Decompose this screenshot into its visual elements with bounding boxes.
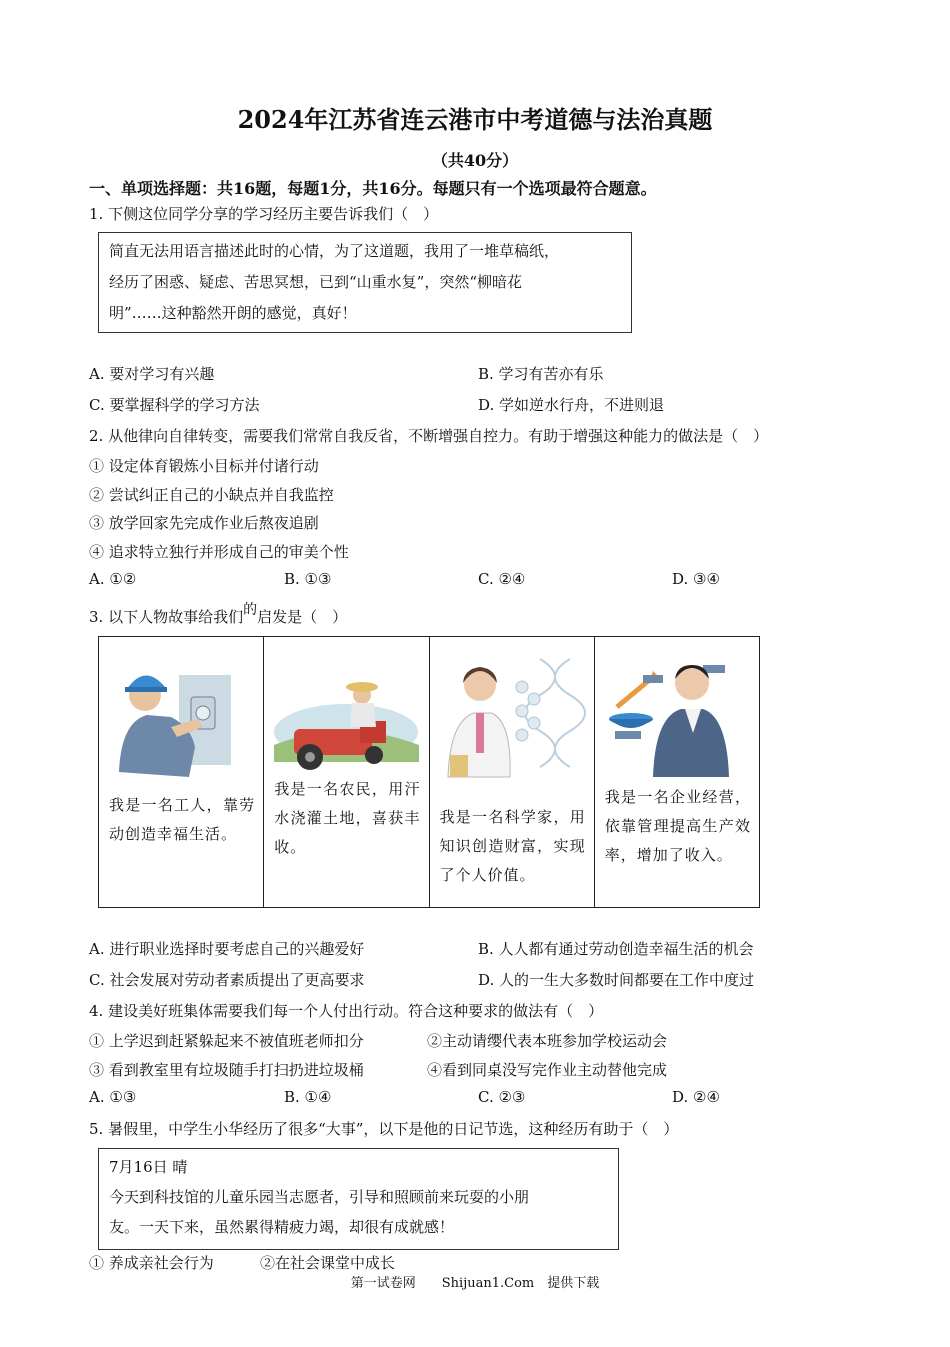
q2-option-a: A. ①②: [89, 570, 137, 588]
q4-option-a: A. ①③: [89, 1088, 137, 1106]
q3-cell-worker: [99, 637, 264, 907]
q3-cell-farmer: [264, 637, 429, 907]
q5-diary-box: [98, 1148, 619, 1250]
q1-quote-line: 经历了困惑、疑虑、苦思冥想，已到“山重水复”，突然“柳暗花: [109, 273, 523, 291]
q4-item-3: ③ 看到教室里有垃圾随手打扫扔进垃圾桶: [89, 1061, 364, 1079]
q2-option-c: C. ②④: [478, 570, 526, 588]
q3-option-d: D. 人的一生大多数时间都要在工作中度过: [478, 971, 755, 989]
q3-cell-scientist: [430, 637, 595, 907]
q1-quote-box: [98, 232, 632, 333]
q2-item-2: ② 尝试纠正自己的小缺点并自我监控: [89, 486, 334, 504]
q2-stem: 2. 从他律向自律转变，需要我们常常自我反省，不断增强自控力。有助于增强这种能力的做法是（ ）: [89, 427, 769, 445]
q5-stem: 5. 暑假里，中学生小华经历了很多“大事”，以下是他的日记节选，这种经历有助于（ ）: [89, 1120, 679, 1138]
q3-story-table: [98, 636, 760, 908]
q1-quote-line: 明”……这种豁然开朗的感觉，真好！: [109, 304, 357, 322]
q3-stem: [89, 602, 348, 627]
q5-diary-line: 今天到科技馆的儿童乐园当志愿者，引导和照顾前来玩耍的小朋: [109, 1188, 530, 1206]
q3-cell-text: 我是一名企业经营，依靠管理提高生产效率，增加了收入。: [604, 788, 751, 864]
q5-diary-line: 友。一天下来，虽然累得精疲力竭，却很有成就感！: [109, 1218, 455, 1236]
q3-cell-entrepreneur: [595, 637, 759, 907]
q3-option-a: A. 进行职业选择时要考虑自己的兴趣爱好: [89, 940, 365, 958]
q4-option-c: C. ②③: [478, 1088, 526, 1106]
q2-option-d: D. ③④: [672, 570, 720, 588]
q2-item-3: ③ 放学回家先完成作业后熬夜追剧: [89, 514, 319, 532]
q3-cell-text: 我是一名科学家，用知识创造财富，实现了个人价值。: [439, 808, 586, 884]
page-title: 2024年江苏省连云港市中考道德与法治真题: [237, 105, 713, 134]
q3-cell-text: 我是一名工人，靠劳动创造幸福生活。: [109, 796, 256, 843]
q1-quote-line: 简直无法用语言描述此时的心情，为了这道题，我用了一堆草稿纸，: [109, 242, 560, 260]
q1-option-d: D. 学如逆水行舟，不进则退: [478, 396, 665, 414]
q5-item-2: ②在社会课堂中成长: [260, 1254, 396, 1272]
q4-option-d: D. ②④: [672, 1088, 720, 1106]
q2-item-4: ④ 追求特立独行并形成自己的审美个性: [89, 543, 349, 561]
q2-option-b: B. ①③: [284, 570, 332, 588]
section-heading: 一、单项选择题：共16题，每题1分，共16分。每题只有一个选项最符合题意。: [89, 179, 657, 198]
q3-stem-superscript: 的: [243, 602, 258, 618]
q3-cell-text: 我是一名农民，用汗水浇灌土地，喜获丰收。: [274, 780, 421, 856]
q5-diary-date: 7月16日 晴: [109, 1158, 188, 1176]
q4-item-2: ②主动请缨代表本班参加学校运动会: [427, 1032, 668, 1050]
q1-option-b: B. 学习有苦亦有乐: [478, 365, 604, 383]
q2-item-1: ① 设定体育锻炼小目标并付诸行动: [89, 457, 319, 475]
worker-illustration: [99, 637, 264, 907]
q3-stem-part1: 3. 以下人物故事给我们: [89, 608, 244, 626]
q5-item-1: ① 养成亲社会行为: [89, 1254, 214, 1272]
farmer-illustration: [264, 637, 429, 907]
q1-option-a: A. 要对学习有兴趣: [89, 365, 215, 383]
q4-stem: 4. 建设美好班集体需要我们每一个人付出行动。符合这种要求的做法有（ ）: [89, 1002, 604, 1020]
q3-option-c: C. 社会发展对劳动者素质提出了更高要求: [89, 971, 365, 989]
q4-option-b: B. ①④: [284, 1088, 332, 1106]
q3-stem-part2: 启发是（ ）: [257, 608, 348, 626]
q1-stem: 1. 下侧这位同学分享的学习经历主要告诉我们（ ）: [89, 205, 439, 223]
q4-item-4: ④看到同桌没写完作业主动替他完成: [427, 1061, 668, 1079]
q1-option-c: C. 要掌握科学的学习方法: [89, 396, 260, 414]
q3-option-b: B. 人人都有通过劳动创造幸福生活的机会: [478, 940, 754, 958]
q4-item-1: ① 上学迟到赶紧躲起来不被值班老师扣分: [89, 1032, 364, 1050]
score-subtitle: （共40分）: [431, 151, 519, 170]
page-footer: 第一试卷网 Shijuan1.Com 提供下载: [350, 1276, 600, 1291]
